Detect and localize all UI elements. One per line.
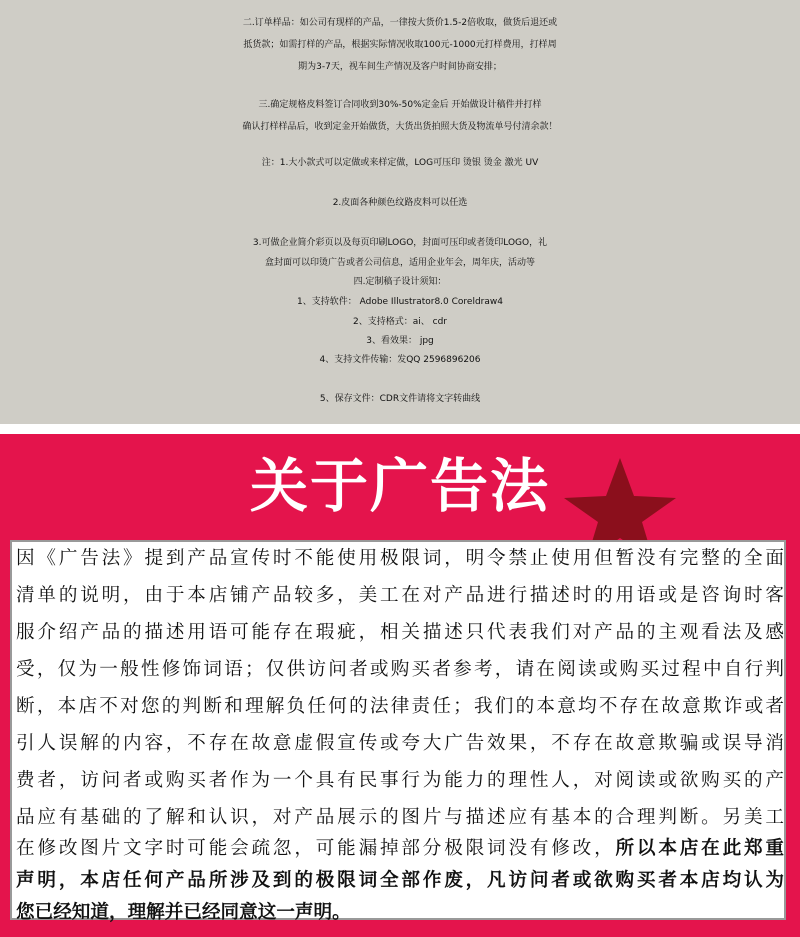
- notice-line: [16, 896, 784, 929]
- notice-emphasis: 您已经知道，理解并已经同意这一声明。: [16, 902, 351, 923]
- notice-line: [16, 832, 784, 865]
- info-line: 确认打样样品后，收到定金开始做货，大货出货拍照大货及物流单号付清余款！: [242, 122, 558, 132]
- notice-line: 因《广告法》提到产品宣传时不能使用极限词，明令禁止使用但暂没有完整的全面: [16, 548, 784, 569]
- info-line: 3、看效果： jpg: [366, 336, 434, 346]
- notice-line: [16, 864, 784, 897]
- ad-law-notice: [10, 540, 786, 923]
- info-line: 2、支持格式：ai、 cdr: [353, 317, 447, 327]
- notice-line: 服介绍产品的描述用语可能存在瑕疵，相关描述只代表我们对产品的主观看法及感: [16, 622, 784, 643]
- section-divider: [0, 424, 800, 434]
- info-line: 2.皮面各种颜色纹路皮料可以任选: [332, 198, 468, 208]
- info-line: 期为3-7天，视车间生产情况及客户时间协商安排；: [298, 62, 502, 72]
- info-line: 3.可做企业简介彩页以及每页印刷LOGO，封面可压印或者烫印LOGO，礼: [252, 238, 548, 248]
- ad-law-title: 关于广告法: [249, 452, 550, 520]
- info-line: 盒封面可以印烫广告或者公司信息，适用企业年会，周年庆，活动等: [264, 258, 535, 268]
- info-line: 抵货款；如需打样的产品，根据实际情况收取100元-1000元打样费用，打样周: [243, 40, 557, 50]
- info-line: 5、保存文件：CDR文件请将文字转曲线: [319, 394, 481, 404]
- notice-line: 费者，访问者或购买者作为一个具有民事行为能力的理性人，对阅读或欲购买的产: [16, 770, 784, 791]
- info-line: 二.订单样品：如公司有现样的产品，一律按大货价1.5-2倍收取，做货后退还或: [242, 18, 558, 28]
- notice-line: 清单的说明，由于本店铺产品较多，美工在对产品进行描述时的用语或是咨询时客: [16, 585, 784, 606]
- order-info-panel: [0, 0, 800, 424]
- notice-emphasis: 所以本店在此郑重: [615, 838, 784, 859]
- info-line: 注：1.大小款式可以定做或来样定做，LOG可压印 烫银 烫金 激光 UV: [261, 158, 539, 168]
- notice-text: 在修改图片文字时可能会疏忽，可能漏掉部分极限词没有修改，: [16, 838, 616, 859]
- notice-line: 引人误解的内容，不存在故意虚假宣传或夸大广告效果，不存在故意欺骗或误导消: [16, 733, 784, 754]
- notice-emphasis: 声明，本店任何产品所涉及到的极限词全部作废，凡访问者或欲购买者本店均认为: [16, 870, 784, 891]
- notice-line: 断，本店不对您的判断和理解负任何的法律责任；我们的本意均不存在故意欺诈或者: [16, 696, 784, 717]
- info-line: 三.确定规格皮料签订合同收到30%-50%定金后 开始做设计稿件并打样: [258, 100, 542, 110]
- notice-line: 品应有基础的了解和认识，对产品展示的图片与描述应有基本的合理判断。另美工: [16, 807, 784, 828]
- notice-line: 受，仅为一般性修饰词语；仅供访问者或购买者参考，请在阅读或购买过程中自行判: [16, 659, 784, 680]
- info-line: 4、支持文件传输：发QQ 2596896206: [319, 355, 481, 365]
- info-line: 四.定制稿子设计须知：: [353, 277, 447, 287]
- info-line: 1、支持软件： Adobe Illustrator8.0 Coreldraw4: [297, 297, 503, 307]
